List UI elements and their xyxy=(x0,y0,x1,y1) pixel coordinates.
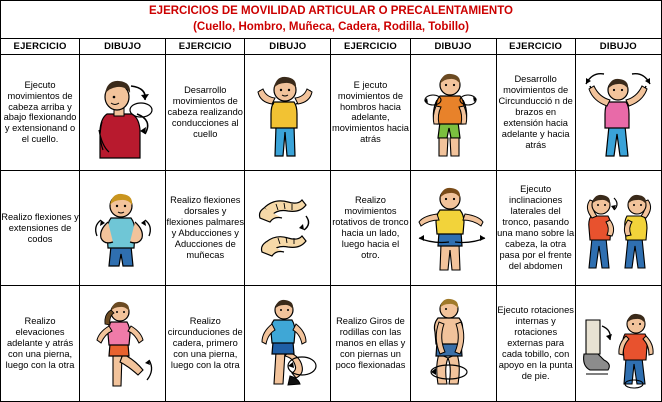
leg-raises-icon xyxy=(81,296,165,392)
exercise-drawing xyxy=(80,55,166,171)
page-title xyxy=(1,1,662,39)
exercise-drawing xyxy=(245,55,331,171)
header-drawing-2: DIBUJO xyxy=(245,39,331,55)
exercise-text: Realizo circunduciones de cadera, primero con una pierna, luego con la otra xyxy=(166,286,245,402)
exercise-drawing xyxy=(245,286,331,402)
exercise-drawing xyxy=(410,55,496,171)
exercise-drawing xyxy=(80,170,166,286)
ankle-rotation-icon xyxy=(576,296,660,392)
header-drawing-3: DIBUJO xyxy=(410,39,496,55)
table-row xyxy=(1,55,662,171)
header-exercise-4: EJERCICIO xyxy=(496,39,575,55)
title-line-2: (Cuello, Hombro, Muñeca, Cadera, Rodilla, Tobillo) xyxy=(193,20,469,33)
exercise-text: Realizo elevaciones adelante y atrás con una pierna, luego con la otra xyxy=(1,286,80,402)
table-row xyxy=(1,170,662,286)
wrist-movements-icon xyxy=(246,180,330,276)
shoulder-circles-icon xyxy=(411,64,495,160)
title-line-1: EJERCICIOS DE MOVILIDAD ARTICULAR O PRECALENTAMIENTO xyxy=(149,5,513,18)
exercise-text: Realizo movimientos rotativos de tronco hacia un lado, luego hacia el otro. xyxy=(331,170,410,286)
exercise-drawing xyxy=(575,55,661,171)
exercise-text: Realizo Giros de rodillas con las manos en ellas y con piernas un poco flexionadas xyxy=(331,286,410,402)
exercise-text: Desarrollo movimientos de cabeza realizando conducciones al cuello xyxy=(166,55,245,171)
header-exercise-2: EJERCICIO xyxy=(166,39,245,55)
neck-rotation-icon xyxy=(246,64,330,160)
exercise-text: Realizo flexiones y extensiones de codos xyxy=(1,170,80,286)
exercise-drawing xyxy=(575,286,661,402)
lateral-trunk-bend-icon xyxy=(576,180,660,276)
header-drawing-1: DIBUJO xyxy=(80,39,166,55)
neck-flexion-extension-icon xyxy=(81,64,165,160)
exercise-drawing xyxy=(410,286,496,402)
exercise-drawing xyxy=(245,170,331,286)
exercise-drawing xyxy=(575,170,661,286)
hip-circumduction-icon xyxy=(246,296,330,392)
header-drawing-4: DIBUJO xyxy=(575,39,661,55)
title-row xyxy=(1,1,662,39)
exercise-drawing xyxy=(80,286,166,402)
header-exercise-1: EJERCICIO xyxy=(1,39,80,55)
header-exercise-3: EJERCICIO xyxy=(331,39,410,55)
table-row xyxy=(1,286,662,402)
exercise-text: Realizo flexiones dorsales y flexiones palmares y Abducciones y Aducciones de muñecas xyxy=(166,170,245,286)
arm-circumduction-icon xyxy=(576,64,660,160)
knee-circles-icon xyxy=(411,296,495,392)
exercise-drawing xyxy=(410,170,496,286)
exercise-text: Ejecuto inclinaciones laterales del tronco, pasando una mano sobre la cabeza, la otra pasa por el frente del abdomen xyxy=(496,170,575,286)
exercise-text: Ejecuto movimientos de cabeza arriba y abajo flexionando y extensionand o el cuello. xyxy=(1,55,80,171)
column-header-row xyxy=(1,39,662,55)
exercise-text: E jecuto movimientos de hombros hacia adelante, movimientos hacia atrás xyxy=(331,55,410,171)
trunk-rotation-icon xyxy=(411,180,495,276)
exercise-text: Desarrollo movimientos de Circunducció n de brazos en extensión hacia adelante y hacia atrás xyxy=(496,55,575,171)
elbow-flexion-icon xyxy=(81,180,165,276)
exercise-text: Ejecuto rotaciones internas y rotaciones externas para cada tobillo, con apoyo en la punta de pie. xyxy=(496,286,575,402)
